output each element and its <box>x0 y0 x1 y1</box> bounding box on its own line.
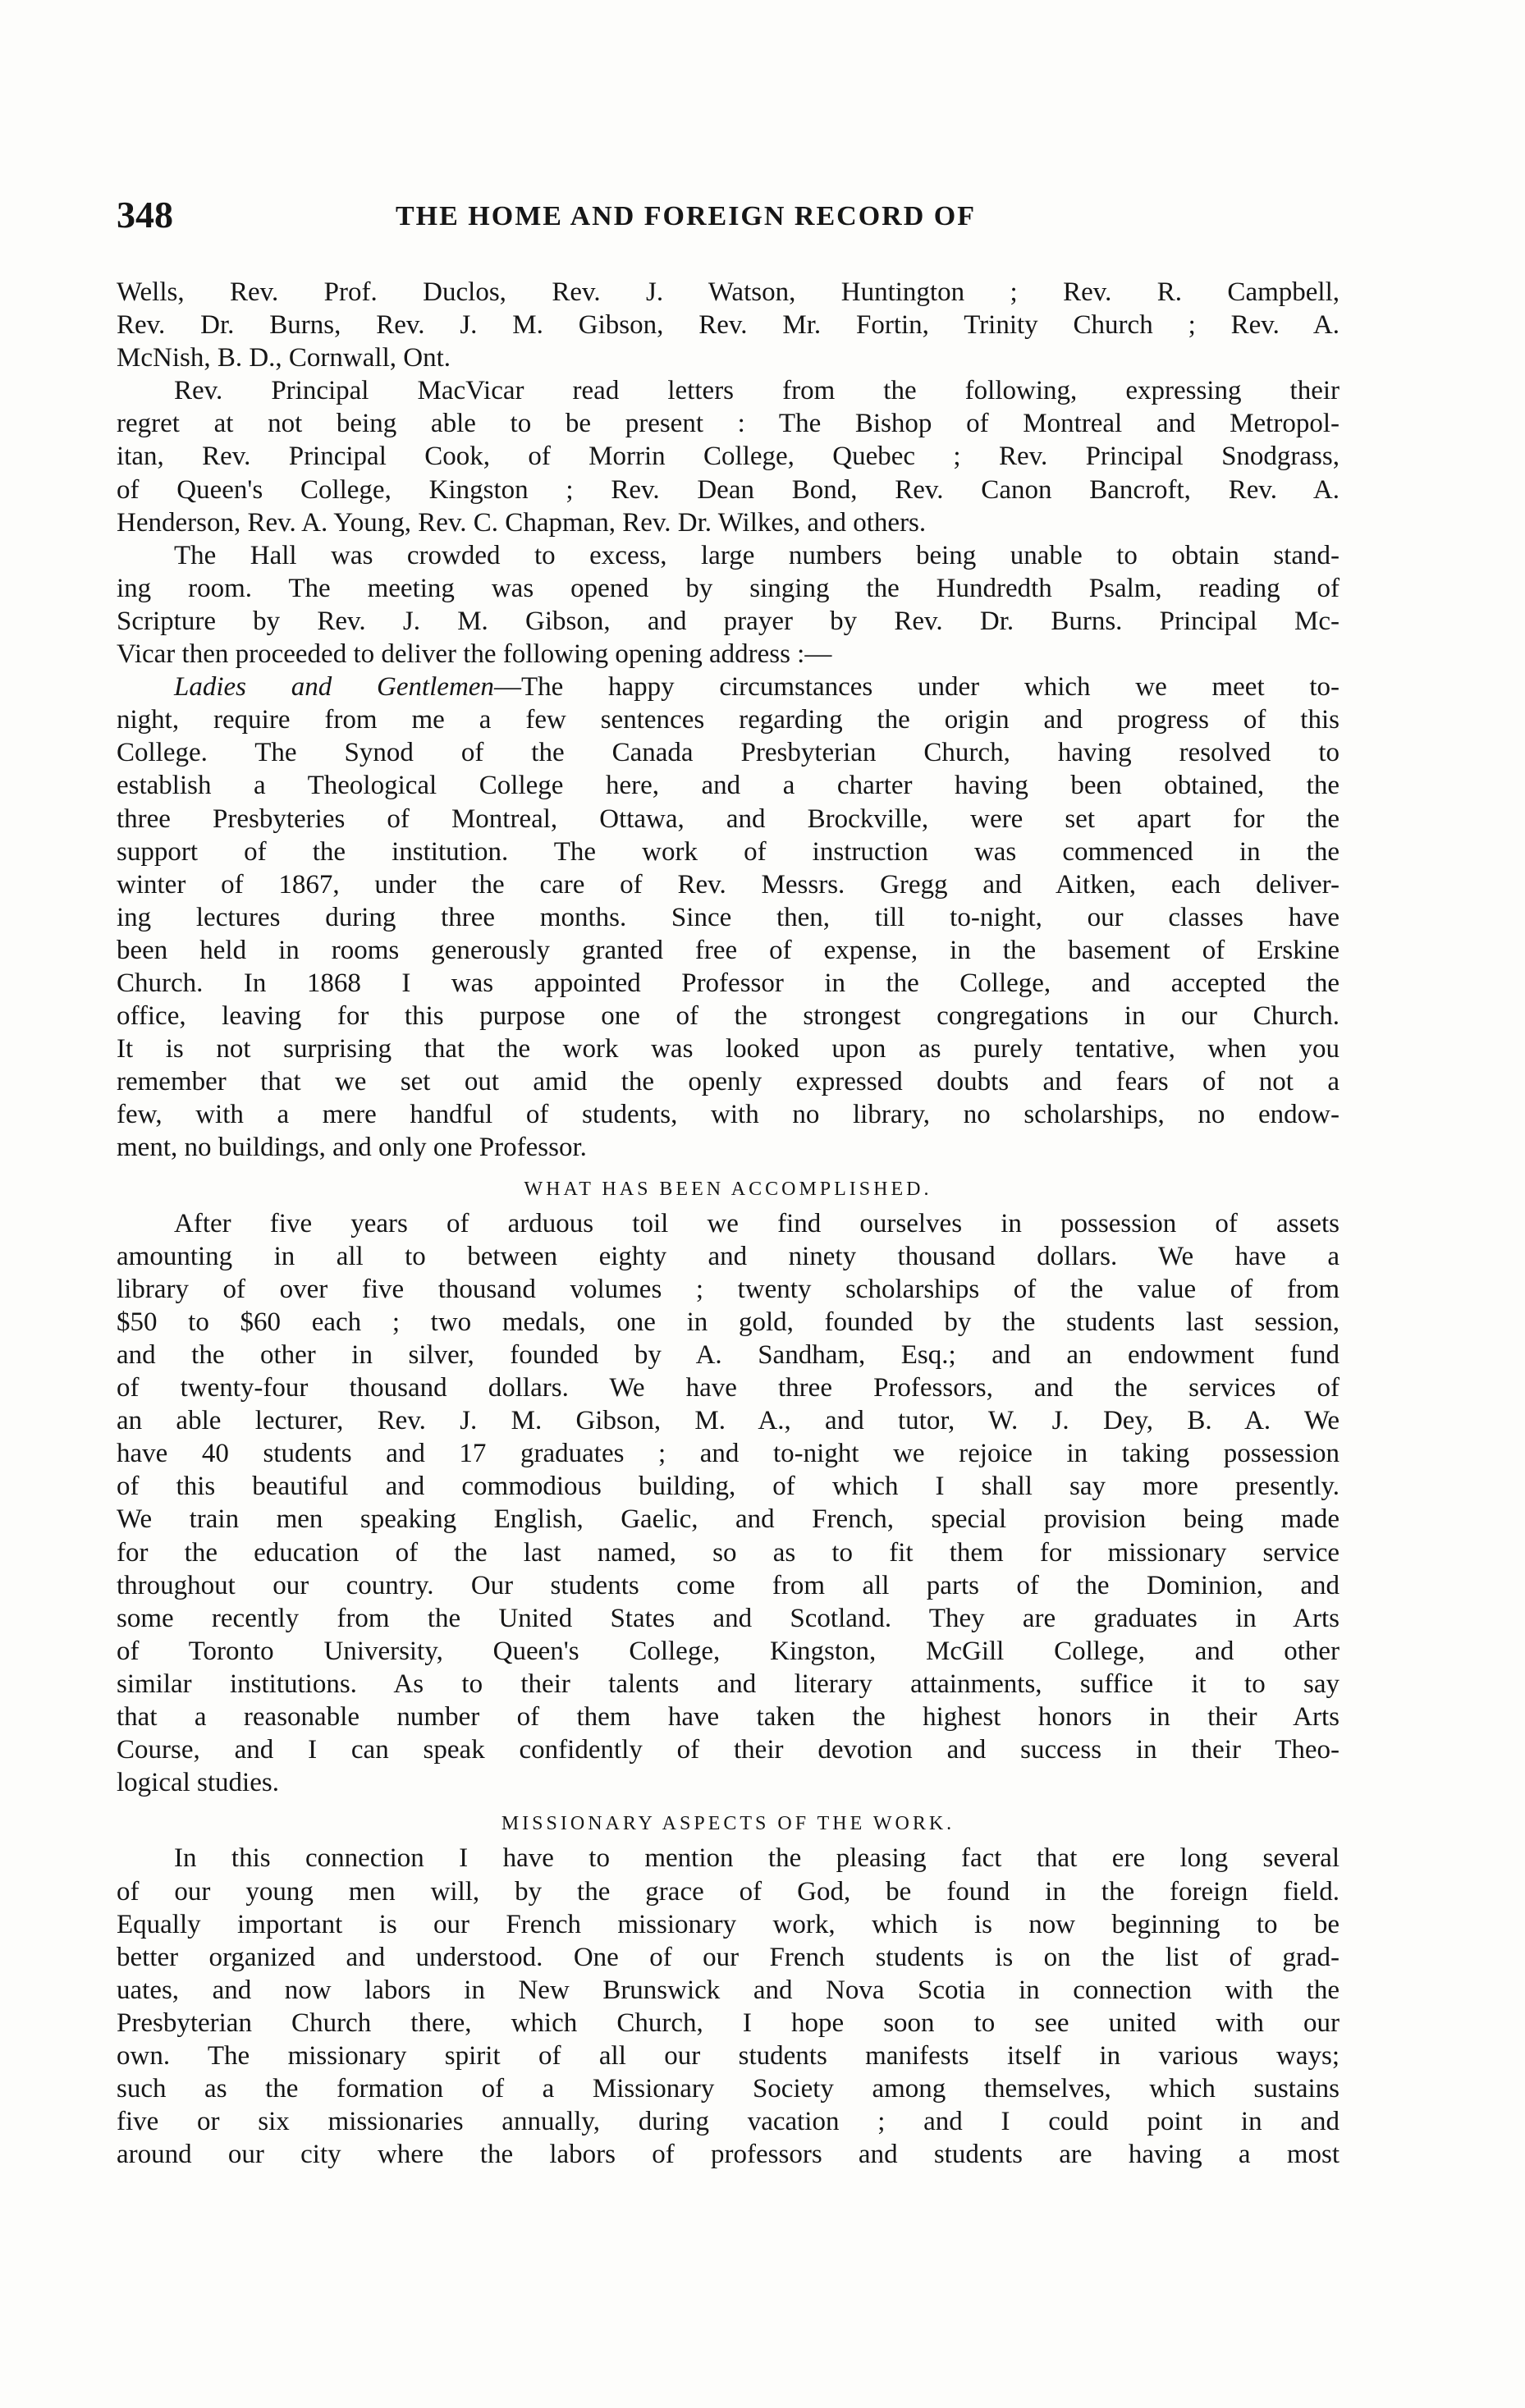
text-line: such as the formation of a Missionary Society among themselves, which sustains <box>117 2074 1340 2104</box>
text-line: $50 to $60 each ; two medals, one in gold, founded by the students last session, <box>117 1307 1340 1337</box>
text-line: that a reasonable number of them have taken the highest honors in their Arts <box>117 1702 1340 1733</box>
section-heading: WHAT HAS BEEN ACCOMPLISHED. <box>524 1178 932 1200</box>
text-line: of twenty-four thousand dollars. We have three Professors, and the services of <box>117 1373 1340 1403</box>
text-line: Church. In 1868 I was appointed Professor in the College, and accepted the <box>117 968 1340 998</box>
text-line: ing lectures during three months. Since then, till to-night, our classes have <box>117 902 1340 932</box>
text-line: Equally important is our French missionary work, which is now beginning to be <box>117 1909 1340 1939</box>
text-line: throughout our country. Our students come from all parts of the Dominion, and <box>117 1570 1340 1600</box>
text-line: office, leaving for this purpose one of the strongest congregations in our Church. <box>117 1001 1340 1032</box>
text-line: itan, Rev. Principal Cook, of Morrin College, Quebec ; Rev. Principal Snodgrass, <box>117 442 1340 472</box>
text-line: Rev. Dr. Burns, Rev. J. M. Gibson, Rev. Mr. Fortin, Trinity Church ; Rev. A. <box>117 310 1340 341</box>
text-line: In this connection I have to mention the pleasing fact that ere long several <box>174 1843 1340 1874</box>
section-heading: MISSIONARY ASPECTS OF THE WORK. <box>501 1813 955 1835</box>
text-line: of this beautiful and commodious building, of which I shall say more presently. <box>117 1472 1340 1502</box>
text-line: five or six missionaries annually, during vacation ; and I could point in and <box>117 2107 1340 2137</box>
text-line: own. The missionary spirit of all our students manifests itself in various ways; <box>117 2040 1340 2071</box>
text-line: McNish, B. D., Cornwall, Ont. <box>117 343 451 373</box>
text-line: of Toronto University, Queen's College, Kingston, McGill College, and other <box>117 1636 1340 1666</box>
text-line: winter of 1867, under the care of Rev. Messrs. Gregg and Aitken, each deliver- <box>117 869 1340 900</box>
paragraph <box>117 276 1340 374</box>
text-line: Henderson, Rev. A. Young, Rev. C. Chapman, Rev. Dr. Wilkes, and others. <box>117 507 927 538</box>
text-line: After five years of arduous toil we find ourselves in possession of assets <box>174 1208 1340 1238</box>
text-line: Rev. Principal MacVicar read letters from the following, expressing their <box>174 376 1340 406</box>
text-line: night, require from me a few sentences regarding the origin and progress of this <box>117 705 1340 735</box>
page-number: 348 <box>117 194 173 236</box>
text-line: Ladies and Gentlemen—The happy circumstances under which we meet to- <box>174 672 1340 703</box>
text-line: support of the institution. The work of instruction was commenced in the <box>117 836 1340 867</box>
paragraph <box>117 671 1340 1164</box>
text-line: We train men speaking English, Gaelic, and French, special provision being made <box>117 1504 1340 1535</box>
text-line: Wells, Rev. Prof. Duclos, Rev. J. Watson, Huntington ; Rev. R. Campbell, <box>117 277 1340 307</box>
text-line: been held in rooms generously granted free of expense, in the basement of Erskine <box>117 935 1340 965</box>
text-line: Vicar then proceeded to deliver the following opening address :— <box>117 639 832 670</box>
text-line: similar institutions. As to their talents and literary attainments, suffice it to say <box>117 1669 1340 1699</box>
paragraph <box>117 539 1340 671</box>
running-head <box>117 190 1336 240</box>
text-line: College. The Synod of the Canada Presbyterian Church, having resolved to <box>117 738 1340 768</box>
text-line: establish a Theological College here, and a charter having been obtained, the <box>117 771 1340 801</box>
text-line: It is not surprising that the work was looked upon as purely tentative, when you <box>117 1034 1340 1064</box>
text-line: Course, and I can speak confidently of their devotion and success in their Theo- <box>117 1735 1340 1765</box>
text-line: Scripture by Rev. J. M. Gibson, and prayer by Rev. Dr. Burns. Principal Mc- <box>117 606 1340 636</box>
text-line: have 40 students and 17 graduates ; and to-night we rejoice in taking possession <box>117 1439 1340 1469</box>
paragraph <box>117 374 1340 538</box>
text-line: remember that we set out amid the openly expressed doubts and fears of not a <box>117 1067 1340 1097</box>
text-line: of Queen's College, Kingston ; Rev. Dean Bond, Rev. Canon Bancroft, Rev. A. <box>117 474 1340 505</box>
text-line: ing room. The meeting was opened by singing the Hundredth Psalm, reading of <box>117 573 1340 603</box>
salutation: Ladies and Gentlemen <box>174 672 494 703</box>
body-text <box>117 276 1340 2171</box>
text-line: logical studies. <box>117 1768 279 1798</box>
text-line: around our city where the labors of professors and students are having a most <box>117 2140 1340 2170</box>
text-line: amounting in all to between eighty and ninety thousand dollars. We have a <box>117 1241 1340 1271</box>
text-line: three Presbyteries of Montreal, Ottawa, and Brockville, were set apart for the <box>117 803 1340 834</box>
text-line: Presbyterian Church there, which Church, I hope soon to see united with our <box>117 2007 1340 2038</box>
text-line: library of over five thousand volumes ; twenty scholarships of the value of from <box>117 1274 1340 1304</box>
running-title: THE HOME AND FOREIGN RECORD OF <box>396 201 976 231</box>
text-line: few, with a mere handful of students, with no library, no scholarships, no endow- <box>117 1100 1340 1130</box>
text-line: some recently from the United States and Scotland. They are graduates in Arts <box>117 1603 1340 1633</box>
text-line: for the education of the last named, so as to fit them for missionary service <box>117 1537 1340 1568</box>
text-line: regret at not being able to be present : The Bishop of Montreal and Metropol- <box>117 409 1340 439</box>
text-line: ment, no buildings, and only one Professor. <box>117 1133 587 1163</box>
text-line: The Hall was crowded to excess, large numbers being unable to obtain stand- <box>174 540 1340 570</box>
paragraph <box>117 1207 1340 1800</box>
text-line: better organized and understood. One of our French students is on the list of grad- <box>117 1942 1340 1972</box>
text-line: an able lecturer, Rev. J. M. Gibson, M. A., and tutor, W. J. Dey, B. A. We <box>117 1406 1340 1436</box>
paragraph <box>117 1842 1340 2171</box>
text-line: uates, and now labors in New Brunswick and Nova Scotia in connection with the <box>117 1975 1340 2005</box>
text-line: of our young men will, by the grace of God, be found in the foreign field. <box>117 1876 1340 1907</box>
text-line: and the other in silver, founded by A. Sandham, Esq.; and an endowment fund <box>117 1340 1340 1370</box>
